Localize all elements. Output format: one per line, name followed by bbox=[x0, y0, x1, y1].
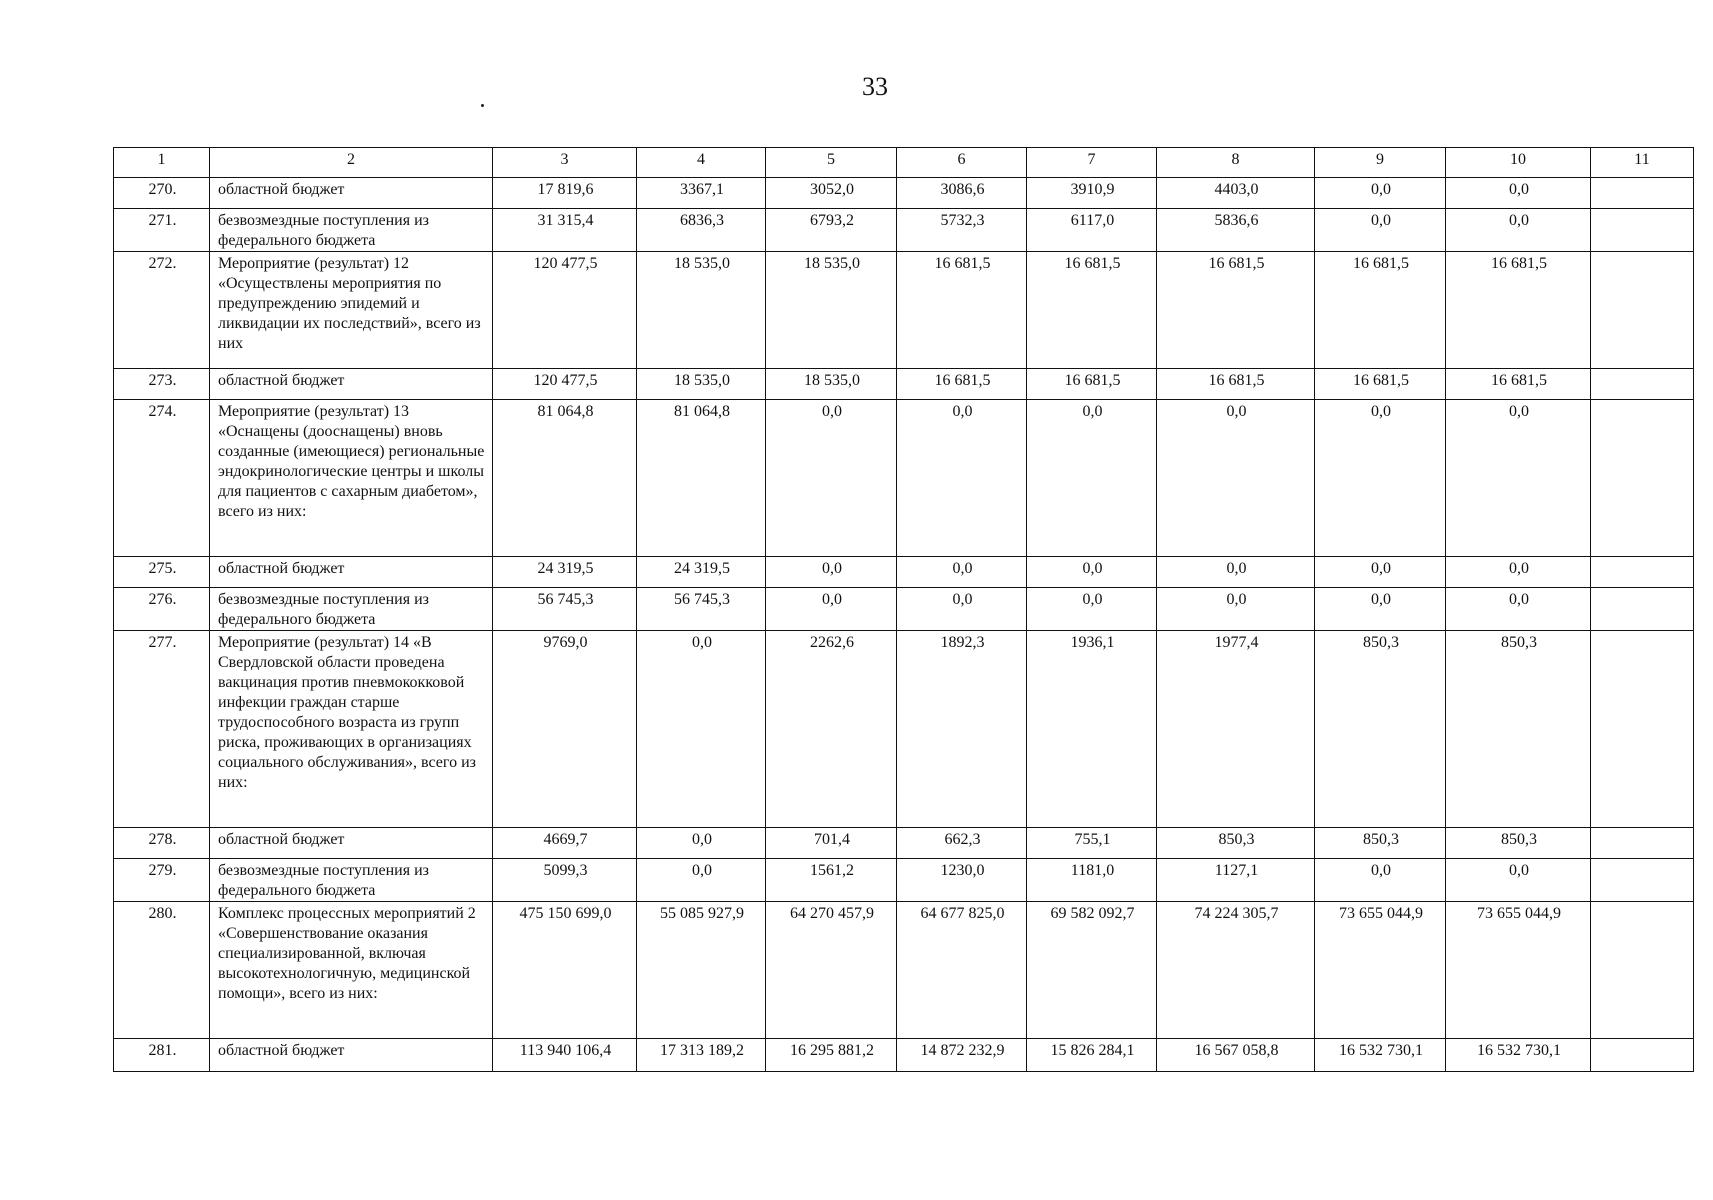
value-cell-col-8: 0,0 bbox=[1157, 588, 1315, 631]
value-cell-col-4: 3367,1 bbox=[637, 178, 766, 209]
value-cell-col-7: 3910,9 bbox=[1027, 178, 1157, 209]
row-description: областной бюджет bbox=[210, 828, 493, 859]
value-cell-col-8: 5836,6 bbox=[1157, 209, 1315, 252]
value-cell-col-3: 17 819,6 bbox=[493, 178, 637, 209]
value-cell-col-7: 0,0 bbox=[1027, 400, 1157, 557]
value-cell-col-3: 31 315,4 bbox=[493, 209, 637, 252]
value-cell-col-6: 16 681,5 bbox=[897, 252, 1027, 369]
value-cell-col-9: 16 681,5 bbox=[1315, 252, 1446, 369]
value-cell-col-3: 113 940 106,4 bbox=[493, 1039, 637, 1072]
value-cell-col-10: 850,3 bbox=[1446, 828, 1591, 859]
value-cell-col-10: 0,0 bbox=[1446, 557, 1591, 588]
row-description: областной бюджет bbox=[210, 1039, 493, 1072]
col-header-7: 7 bbox=[1027, 148, 1157, 178]
value-cell-col-6: 14 872 232,9 bbox=[897, 1039, 1027, 1072]
col-header-6: 6 bbox=[897, 148, 1027, 178]
value-cell-col-6: 0,0 bbox=[897, 557, 1027, 588]
value-cell-col-4: 24 319,5 bbox=[637, 557, 766, 588]
value-cell-col-10: 850,3 bbox=[1446, 631, 1591, 828]
value-cell-col-7: 15 826 284,1 bbox=[1027, 1039, 1157, 1072]
value-cell-col-5: 0,0 bbox=[766, 557, 897, 588]
row-description: Комплекс процессных мероприятий 2 «Совершенствование оказания специализированной, включая высокотехнологичную, медицинской помощи», всего из них: bbox=[210, 902, 493, 1039]
value-cell-col-4: 18 535,0 bbox=[637, 369, 766, 400]
value-cell-col-6: 1230,0 bbox=[897, 859, 1027, 902]
row-number: 279. bbox=[114, 859, 210, 902]
value-cell-col-5: 2262,6 bbox=[766, 631, 897, 828]
value-cell-col-9: 0,0 bbox=[1315, 400, 1446, 557]
table-row bbox=[114, 859, 1694, 902]
value-cell-col-11 bbox=[1591, 859, 1694, 902]
value-cell-col-4: 17 313 189,2 bbox=[637, 1039, 766, 1072]
header-row bbox=[114, 148, 1694, 178]
value-cell-col-7: 1936,1 bbox=[1027, 631, 1157, 828]
value-cell-col-11 bbox=[1591, 400, 1694, 557]
value-cell-col-11 bbox=[1591, 209, 1694, 252]
value-cell-col-9: 0,0 bbox=[1315, 859, 1446, 902]
value-cell-col-11 bbox=[1591, 828, 1694, 859]
value-cell-col-11 bbox=[1591, 178, 1694, 209]
value-cell-col-8: 1127,1 bbox=[1157, 859, 1315, 902]
table-body bbox=[114, 178, 1694, 1072]
value-cell-col-9: 0,0 bbox=[1315, 178, 1446, 209]
value-cell-col-7: 755,1 bbox=[1027, 828, 1157, 859]
value-cell-col-11 bbox=[1591, 1039, 1694, 1072]
value-cell-col-3: 120 477,5 bbox=[493, 252, 637, 369]
value-cell-col-11 bbox=[1591, 557, 1694, 588]
row-number: 276. bbox=[114, 588, 210, 631]
value-cell-col-10: 0,0 bbox=[1446, 859, 1591, 902]
value-cell-col-6: 662,3 bbox=[897, 828, 1027, 859]
value-cell-col-9: 16 681,5 bbox=[1315, 369, 1446, 400]
value-cell-col-4: 0,0 bbox=[637, 631, 766, 828]
value-cell-col-4: 81 064,8 bbox=[637, 400, 766, 557]
col-header-8: 8 bbox=[1157, 148, 1315, 178]
value-cell-col-8: 16 681,5 bbox=[1157, 252, 1315, 369]
value-cell-col-10: 0,0 bbox=[1446, 588, 1591, 631]
row-number: 275. bbox=[114, 557, 210, 588]
value-cell-col-7: 0,0 bbox=[1027, 557, 1157, 588]
row-number: 272. bbox=[114, 252, 210, 369]
value-cell-col-6: 16 681,5 bbox=[897, 369, 1027, 400]
value-cell-col-3: 475 150 699,0 bbox=[493, 902, 637, 1039]
value-cell-col-8: 1977,4 bbox=[1157, 631, 1315, 828]
row-number: 274. bbox=[114, 400, 210, 557]
row-number: 278. bbox=[114, 828, 210, 859]
value-cell-col-3: 81 064,8 bbox=[493, 400, 637, 557]
table-row bbox=[114, 828, 1694, 859]
col-header-3: 3 bbox=[493, 148, 637, 178]
table-row bbox=[114, 557, 1694, 588]
table-row bbox=[114, 209, 1694, 252]
row-number: 273. bbox=[114, 369, 210, 400]
value-cell-col-3: 5099,3 bbox=[493, 859, 637, 902]
table-row bbox=[114, 400, 1694, 557]
col-header-1: 1 bbox=[114, 148, 210, 178]
row-description: областной бюджет bbox=[210, 369, 493, 400]
value-cell-col-8: 0,0 bbox=[1157, 557, 1315, 588]
value-cell-col-10: 16 532 730,1 bbox=[1446, 1039, 1591, 1072]
value-cell-col-11 bbox=[1591, 369, 1694, 400]
col-header-10: 10 bbox=[1446, 148, 1591, 178]
col-header-9: 9 bbox=[1315, 148, 1446, 178]
value-cell-col-5: 18 535,0 bbox=[766, 369, 897, 400]
value-cell-col-7: 16 681,5 bbox=[1027, 252, 1157, 369]
value-cell-col-10: 73 655 044,9 bbox=[1446, 902, 1591, 1039]
value-cell-col-4: 6836,3 bbox=[637, 209, 766, 252]
value-cell-col-11 bbox=[1591, 902, 1694, 1039]
value-cell-col-4: 0,0 bbox=[637, 859, 766, 902]
budget-table bbox=[113, 147, 1694, 1072]
table-row bbox=[114, 1039, 1694, 1072]
value-cell-col-9: 0,0 bbox=[1315, 588, 1446, 631]
value-cell-col-9: 0,0 bbox=[1315, 557, 1446, 588]
value-cell-col-5: 64 270 457,9 bbox=[766, 902, 897, 1039]
value-cell-col-10: 16 681,5 bbox=[1446, 252, 1591, 369]
value-cell-col-7: 6117,0 bbox=[1027, 209, 1157, 252]
value-cell-col-5: 0,0 bbox=[766, 400, 897, 557]
row-description: Мероприятие (результат) 12 «Осуществлены мероприятия по предупреждению эпидемий и ликвидации их последствий», всего из них bbox=[210, 252, 493, 369]
table-row bbox=[114, 178, 1694, 209]
value-cell-col-9: 850,3 bbox=[1315, 631, 1446, 828]
value-cell-col-8: 850,3 bbox=[1157, 828, 1315, 859]
value-cell-col-6: 1892,3 bbox=[897, 631, 1027, 828]
row-number: 270. bbox=[114, 178, 210, 209]
value-cell-col-5: 701,4 bbox=[766, 828, 897, 859]
page-number: 33 bbox=[862, 72, 888, 101]
value-cell-col-6: 64 677 825,0 bbox=[897, 902, 1027, 1039]
value-cell-col-10: 0,0 bbox=[1446, 178, 1591, 209]
value-cell-col-9: 16 532 730,1 bbox=[1315, 1039, 1446, 1072]
row-number: 280. bbox=[114, 902, 210, 1039]
row-description: Мероприятие (результат) 14 «В Свердловской области проведена вакцинация против пневмококковой инфекции граждан старше трудоспособного возраста из групп риска, проживающих в организациях социального обслуживания», всего из них: bbox=[210, 631, 493, 828]
value-cell-col-11 bbox=[1591, 631, 1694, 828]
col-header-5: 5 bbox=[766, 148, 897, 178]
table-row bbox=[114, 369, 1694, 400]
row-description: областной бюджет bbox=[210, 557, 493, 588]
value-cell-col-8: 0,0 bbox=[1157, 400, 1315, 557]
col-header-11: 11 bbox=[1591, 148, 1694, 178]
table-row bbox=[114, 631, 1694, 828]
value-cell-col-8: 4403,0 bbox=[1157, 178, 1315, 209]
value-cell-col-7: 1181,0 bbox=[1027, 859, 1157, 902]
value-cell-col-3: 120 477,5 bbox=[493, 369, 637, 400]
value-cell-col-6: 0,0 bbox=[897, 588, 1027, 631]
row-description: безвозмездные поступления из федерального бюджета bbox=[210, 588, 493, 631]
value-cell-col-9: 850,3 bbox=[1315, 828, 1446, 859]
value-cell-col-9: 0,0 bbox=[1315, 209, 1446, 252]
col-header-2: 2 bbox=[210, 148, 493, 178]
value-cell-col-5: 1561,2 bbox=[766, 859, 897, 902]
value-cell-col-6: 3086,6 bbox=[897, 178, 1027, 209]
value-cell-col-11 bbox=[1591, 588, 1694, 631]
value-cell-col-3: 4669,7 bbox=[493, 828, 637, 859]
table-row bbox=[114, 252, 1694, 369]
value-cell-col-5: 18 535,0 bbox=[766, 252, 897, 369]
value-cell-col-8: 16 681,5 bbox=[1157, 369, 1315, 400]
value-cell-col-3: 56 745,3 bbox=[493, 588, 637, 631]
row-description: областной бюджет bbox=[210, 178, 493, 209]
value-cell-col-5: 0,0 bbox=[766, 588, 897, 631]
value-cell-col-8: 16 567 058,8 bbox=[1157, 1039, 1315, 1072]
table-row bbox=[114, 588, 1694, 631]
value-cell-col-4: 56 745,3 bbox=[637, 588, 766, 631]
row-number: 277. bbox=[114, 631, 210, 828]
value-cell-col-3: 9769,0 bbox=[493, 631, 637, 828]
value-cell-col-7: 0,0 bbox=[1027, 588, 1157, 631]
table-row bbox=[114, 902, 1694, 1039]
value-cell-col-5: 16 295 881,2 bbox=[766, 1039, 897, 1072]
row-number: 281. bbox=[114, 1039, 210, 1072]
value-cell-col-6: 0,0 bbox=[897, 400, 1027, 557]
value-cell-col-10: 0,0 bbox=[1446, 400, 1591, 557]
scan-speck bbox=[481, 104, 484, 107]
value-cell-col-11 bbox=[1591, 252, 1694, 369]
row-number: 271. bbox=[114, 209, 210, 252]
value-cell-col-8: 74 224 305,7 bbox=[1157, 902, 1315, 1039]
value-cell-col-5: 3052,0 bbox=[766, 178, 897, 209]
value-cell-col-4: 18 535,0 bbox=[637, 252, 766, 369]
value-cell-col-9: 73 655 044,9 bbox=[1315, 902, 1446, 1039]
row-description: безвозмездные поступления из федерального бюджета bbox=[210, 859, 493, 902]
value-cell-col-10: 0,0 bbox=[1446, 209, 1591, 252]
row-description: безвозмездные поступления из федерального бюджета bbox=[210, 209, 493, 252]
value-cell-col-6: 5732,3 bbox=[897, 209, 1027, 252]
value-cell-col-7: 16 681,5 bbox=[1027, 369, 1157, 400]
value-cell-col-4: 0,0 bbox=[637, 828, 766, 859]
col-header-4: 4 bbox=[637, 148, 766, 178]
row-description: Мероприятие (результат) 13 «Оснащены (дооснащены) вновь созданные (имеющиеся) региональные эндокринологические центры и школы для пациентов с сахарным диабетом», всего из них: bbox=[210, 400, 493, 557]
value-cell-col-7: 69 582 092,7 bbox=[1027, 902, 1157, 1039]
value-cell-col-10: 16 681,5 bbox=[1446, 369, 1591, 400]
value-cell-col-5: 6793,2 bbox=[766, 209, 897, 252]
value-cell-col-3: 24 319,5 bbox=[493, 557, 637, 588]
value-cell-col-4: 55 085 927,9 bbox=[637, 902, 766, 1039]
